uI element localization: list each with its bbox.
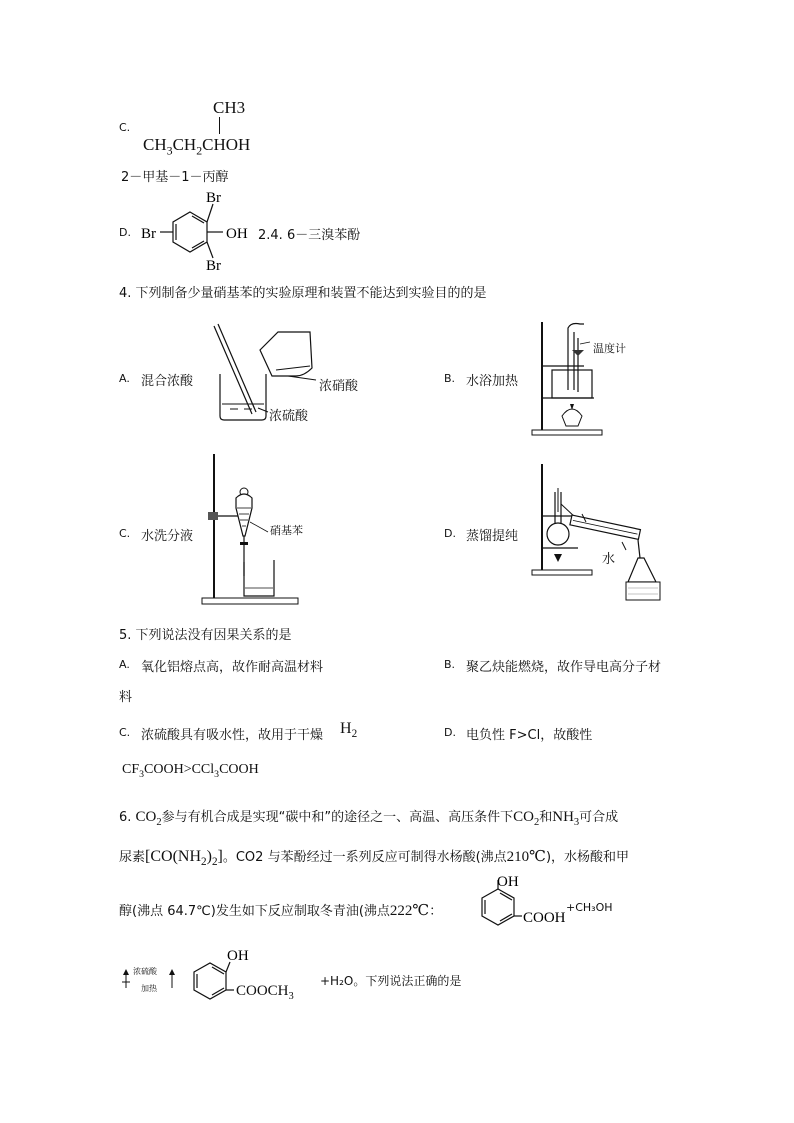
q6-r1-plus-methanol: +CH₃OH (566, 901, 613, 914)
q3-c-bond-line (219, 117, 220, 134)
burner (554, 554, 562, 562)
q6-urea-formula: $[CO(NH_2)_2]$ (145, 848, 223, 869)
beaker-tilted (260, 332, 312, 376)
q5-c-h2-formula: $H_2$ (340, 720, 358, 741)
q4-a-label-sulfuric: 浓硫酸 (269, 408, 309, 423)
q6-line1-end: 可合成 (579, 810, 619, 825)
stand-base (532, 570, 592, 575)
stand-base (532, 430, 602, 435)
q6-line2-text: 。CO2 与苯酚经过一系列反应可制得水杨酸(沸点 (222, 850, 507, 865)
q3-c-name: 2－甲基－1－丙醇 (121, 170, 229, 185)
q4-a-label-nitric: 浓硝酸 (319, 378, 359, 393)
q6-arrow-condition-top: 浓硫酸 (133, 967, 157, 976)
distilling-flask (547, 523, 569, 545)
q6-line3 (119, 900, 442, 920)
q3-d-name: 2.4. 6－三溴苯酚 (258, 228, 361, 243)
q5-d-acid-comparison: $CF_3COOH>CCl_3COOH$ (122, 762, 259, 780)
q6-tail-text: +H₂O。下列说法正确的是 (320, 974, 462, 988)
q4-option-b-letter: B. (444, 372, 456, 385)
q6-number: 6. (119, 810, 132, 825)
q6-line2-urea: 尿素 (119, 850, 146, 865)
q6-p-ester-group: $COOCH_3$ (236, 983, 294, 1002)
q5-option-a-text: 氧化铝熔点高，故作耐高温材料 (141, 660, 324, 675)
q6-line1 (119, 806, 618, 828)
benzene-ring (173, 212, 207, 252)
q6-line2-end: )，水杨酸和甲 (545, 850, 630, 865)
q6-p-oh: OH (227, 948, 249, 964)
q6-line3-text: 醇(沸点 64.7℃)发生如下反应制取冬青油(沸点 (119, 904, 390, 919)
conical-flask (628, 558, 656, 582)
q6-r1-oh: OH (497, 874, 519, 890)
receiving-beaker (244, 560, 274, 596)
benzene-ring (194, 963, 226, 999)
q4-b-label-thermometer: 温度计 (593, 343, 626, 355)
q3-d-br-bottom: Br (206, 258, 221, 274)
stand-base (202, 598, 298, 604)
q6-arrow-condition-bottom: 加热 (141, 984, 157, 993)
q5-option-d-letter: D. (444, 726, 456, 739)
q4-stem: 4. 下列制备少量硝基苯的实验原理和装置不能达到实验目的的是 (119, 286, 487, 301)
q5-option-c-text: 浓硫酸具有吸水性，故用于干燥 (141, 728, 324, 743)
q3-option-c-letter: C. (119, 121, 131, 134)
q4-option-b-text: 水浴加热 (466, 374, 519, 389)
q4-option-a-letter: A. (119, 372, 130, 385)
separatory-funnel (236, 494, 252, 536)
water-bath-beaker (552, 370, 592, 398)
q5-option-a-letter: A. (119, 658, 130, 671)
q4-option-d-letter: D. (444, 527, 456, 540)
q5-stem: 5. 下列说法没有因果关系的是 (119, 628, 292, 643)
benzene-ring (482, 889, 514, 925)
q6-salicylic-bp: 210℃ (506, 849, 546, 865)
alcohol-lamp (562, 409, 582, 426)
q5-option-b-text: 聚乙炔能燃烧，故作导电高分子材 (466, 660, 662, 675)
q6-wintergreen-bp: 222℃ (389, 903, 430, 919)
q4-c-label-nitrobenzene: 硝基苯 (270, 525, 303, 537)
q6-line3-colon: ： (429, 904, 443, 919)
q4-b-water-bath-apparatus (528, 320, 668, 440)
q3-c-structural-formula: $CH_3CH_2CHOH$ (143, 135, 251, 158)
q6-line1-text: 参与有机合成是实现“碳中和”的途径之一、高温、高压条件下 (161, 810, 514, 825)
wooden-block (626, 582, 660, 600)
q3-c-ch3-label: CH3 (213, 98, 246, 117)
q4-option-a-text: 混合浓酸 (141, 374, 194, 389)
q3-d-br-top: Br (206, 190, 221, 206)
q5-option-b-letter: B. (444, 658, 456, 671)
q6-line2 (119, 846, 629, 868)
q6-methyl-salicylate-structure (180, 944, 330, 1018)
q6-line1-and: 和 (539, 810, 553, 825)
q5-option-c-letter: C. (119, 726, 131, 739)
q4-option-c-letter: C. (119, 527, 131, 540)
q3-d-br-left: Br (141, 226, 156, 242)
q4-option-d-text: 蒸馏提纯 (466, 529, 519, 544)
q6-nh3-formula: $NH_3$ (552, 809, 580, 828)
q6-co2-formula-2: $CO_2$ (513, 809, 540, 828)
q4-d-distillation-apparatus (528, 462, 678, 604)
q3-option-d-letter: D. (119, 226, 131, 239)
q5-option-b-continuation: 料 (119, 690, 133, 705)
q3-d-oh: OH (226, 226, 248, 242)
q4-d-label-water: 水 (602, 551, 616, 566)
q5-option-d-text: 电负性 F>Cl，故酸性 (466, 728, 593, 743)
q3-d-tribromophenol-structure (138, 188, 258, 274)
q6-r1-cooh: COOH (523, 910, 566, 926)
q6-co2-formula: $CO_2$ (135, 809, 162, 828)
q4-option-c-text: 水洗分液 (141, 529, 194, 544)
